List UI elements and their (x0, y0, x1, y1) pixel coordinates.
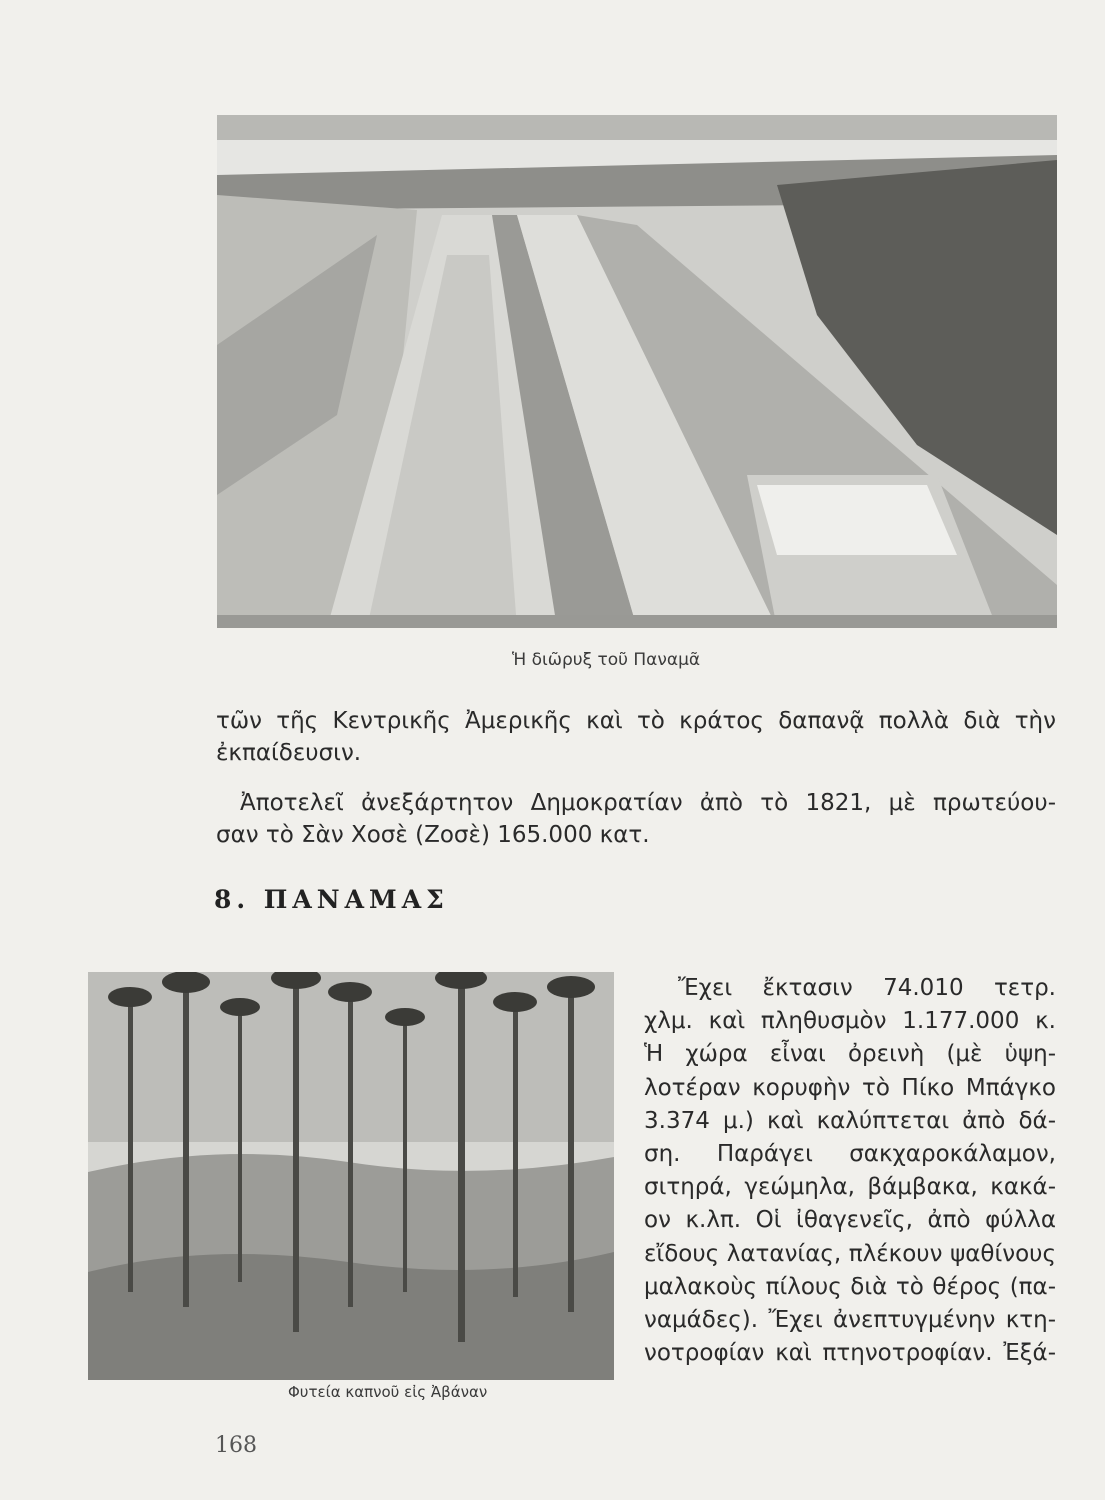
text-line: Ἡ χώρα εἶναι ὀρεινὴ (μὲ ὑψη- (644, 1041, 1056, 1068)
text-line: τῶν τῆς Κεντρικῆς Ἀμερικῆς καὶ τὸ κράτος δαπανᾷ πολλὰ διὰ τὴν (216, 708, 1056, 734)
text-line: ἐκπαίδευσιν. (216, 740, 362, 766)
text-line: Ἔχει ἔκτασιν 74.010 τετρ. (678, 975, 1056, 1001)
plantation-photo-caption: Φυτεία καπνοῦ εἰς Ἀβάναν (288, 1383, 488, 1401)
text-line: ναμάδες). Ἔχει ἀνεπτυγμένην κτη- (644, 1307, 1056, 1334)
text-line: νοτροφίαν καὶ πτηνοτροφίαν. Ἐξά- (644, 1340, 1056, 1367)
text-line: μαλακοὺς πίλους διὰ τὸ θέρος (πα- (644, 1273, 1056, 1300)
text-line: χλμ. καὶ πληθυσμὸν 1.177.000 κ. (644, 1008, 1056, 1035)
text-line: εἴδους λατανίας, πλέκουν ψαθίνους (644, 1240, 1056, 1267)
panama-canal-photo (217, 115, 1057, 628)
text-line: σαν τὸ Σὰν Χοσὲ (Ζοσὲ) 165.000 κατ. (216, 822, 650, 848)
continuation-paragraph (216, 705, 1056, 769)
text-line: λοτέραν κορυφὴν τὸ Πίκο Μπάγκο (644, 1074, 1056, 1101)
canal-photo-caption: Ἡ διῶρυξ τοῦ Παναμᾶ (512, 650, 701, 670)
panama-paragraph (644, 972, 1056, 1370)
tobacco-plantation-photo (88, 972, 614, 1380)
text-line: 3.374 μ.) καὶ καλύπτεται ἀπὸ δά- (644, 1107, 1056, 1134)
text-line: Ἀποτελεῖ ἀνεξάρτητον Δημοκρατίαν ἀπὸ τὸ 1821, μὲ πρωτεύου- (240, 790, 1056, 816)
page-number: 168 (215, 1433, 257, 1458)
text-line: ον κ.λπ. Οἱ ἰθαγενεῖς, ἀπὸ φύλλα (644, 1207, 1056, 1234)
text-line: σιτηρά, γεώμηλα, βάμβακα, κακά- (644, 1174, 1056, 1201)
text-line: ση. Παράγει σακχαροκάλαμον, (644, 1141, 1056, 1168)
independence-paragraph (216, 787, 1056, 851)
section-heading: 8. ΠΑΝΑΜΑΣ (214, 885, 449, 914)
